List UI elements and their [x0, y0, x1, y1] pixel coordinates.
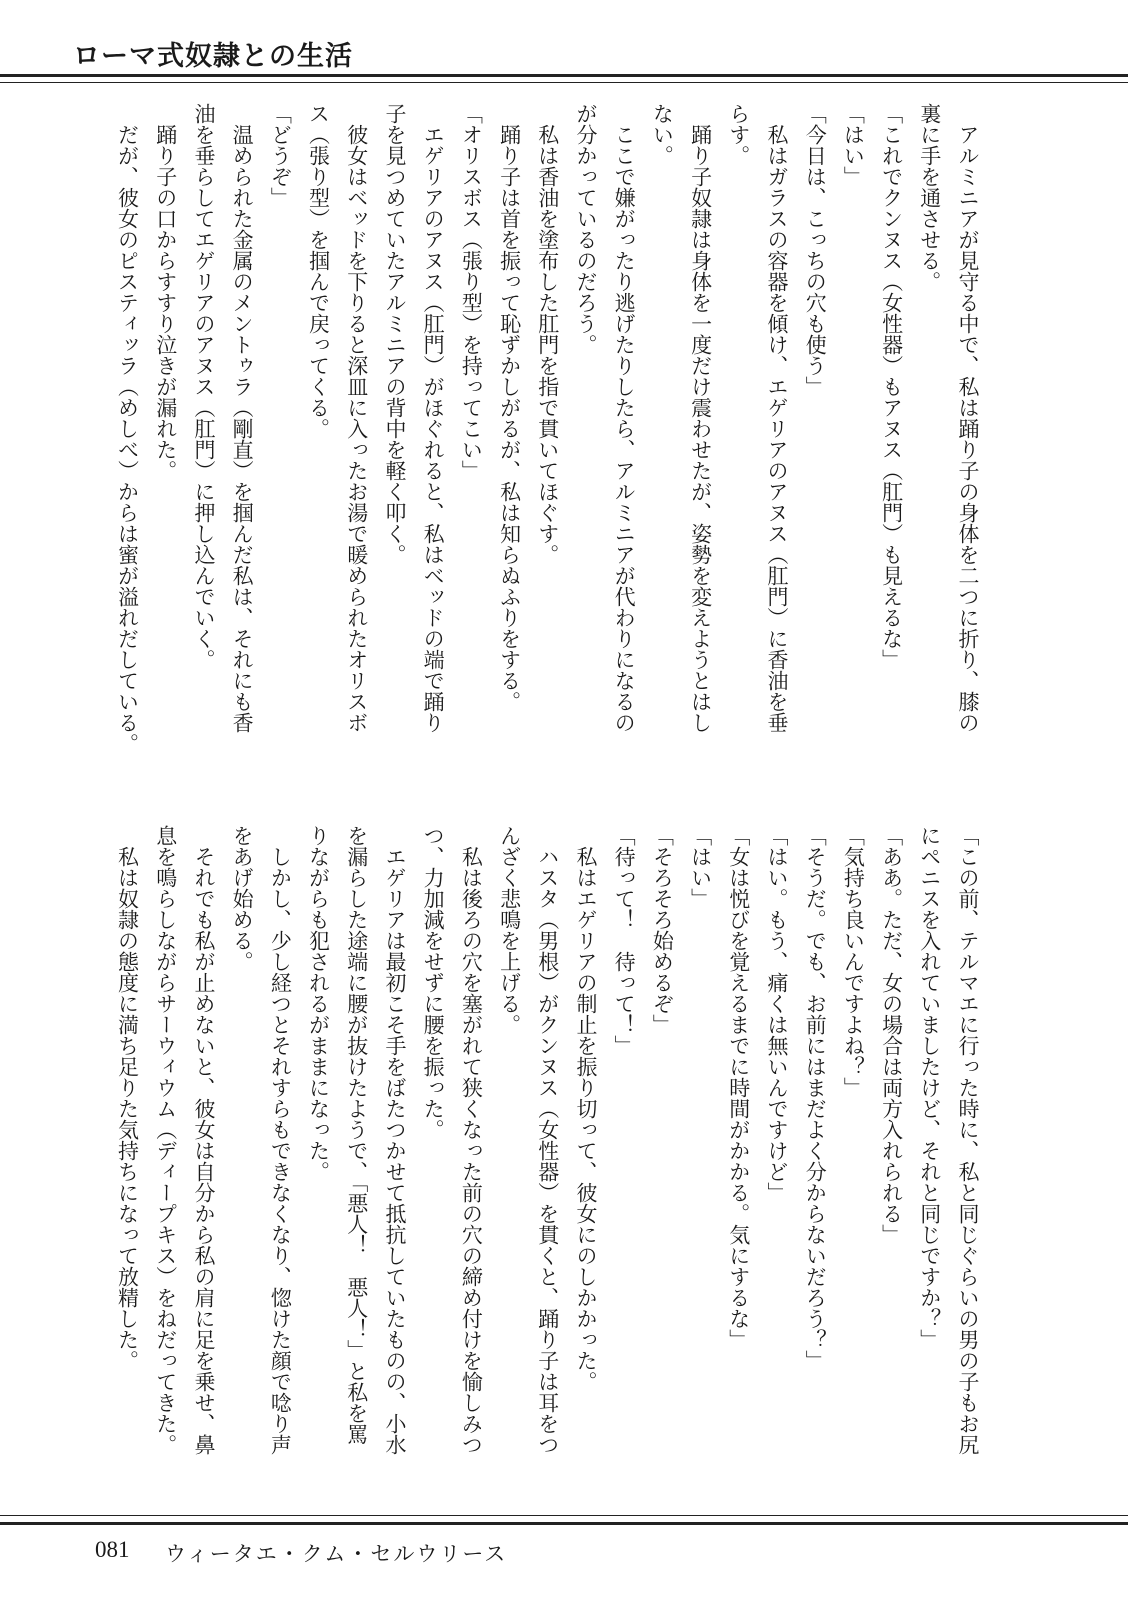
text-line: 私はガラスの容器を傾け、エゲリアのアヌス（肛門）に香油を垂	[764, 124, 789, 733]
text-line: アルミニアが見守る中で、私は踊り子の身体を二つに折り、膝の	[956, 124, 980, 733]
text-line: 子を見つめていたアルミニアの背中を軽く叩く。	[382, 103, 407, 565]
text-line: 踊り子奴隷は身体を一度だけ震わせたが、姿勢を変えようとはし	[688, 124, 713, 733]
dialogue-line: 「ああ。ただ、女の場合は両方入れられる」	[879, 825, 904, 1245]
dialogue-line: 「今日は、こっちの穴も使う」	[803, 103, 828, 397]
header-rule-thin	[0, 82, 1128, 83]
text-line: だが、彼女のピスティッラ（めしべ）からは蜜が溢れだしている。	[115, 124, 140, 754]
text-line: 息を鳴らしながらサーウィウム（ディープキス）をねだってきた。	[153, 825, 178, 1455]
footer-rule-thin	[0, 1515, 1128, 1516]
text-line: らす。	[726, 103, 751, 166]
dialogue-line: 「オリスボス（張り型）を持ってこい」	[459, 103, 484, 481]
text-line: をあげ始める。	[230, 825, 255, 972]
dialogue-line: 「この前、テルマエに行った時に、私と同じぐらいの男の子もお尻	[956, 825, 980, 1455]
dialogue-line: 「そろそろ始めるぞ」	[650, 825, 675, 1035]
text-line: んざく悲鳴を上げる。	[497, 825, 522, 1035]
text-line: 油を垂らしてエゲリアのアヌス（肛門）に押し込んでいく。	[191, 103, 216, 670]
text-line: が分かっているのだろう。	[573, 103, 598, 355]
dialogue-line: 「はい」	[841, 103, 866, 187]
dialogue-line: 「はい。もう、痛くは無いんですけど」	[764, 825, 789, 1203]
body-text-top-block	[108, 103, 987, 754]
dialogue-line: 「女は悦びを覚えるまでに時間がかかる。気にするな」	[726, 825, 751, 1350]
dialogue-line: 「そうだ。でも、お前にはまだよく分からないだろう？」	[803, 825, 828, 1371]
text-line: 彼女はベッドを下りると深皿に入ったお湯で暖められたオリスボ	[344, 124, 369, 733]
text-line: 私は後ろの穴を塞がれて狭くなった前の穴の締め付けを愉しみつ	[459, 846, 484, 1455]
text-line: ない。	[650, 103, 675, 166]
dialogue-line: 「気持ち良いんですよね？」	[841, 825, 866, 1098]
text-line: 踊り子は首を振って恥ずかしがるが、私は知らぬふりをする。	[497, 124, 522, 712]
book-title: ウィータエ・クム・セルウリース	[165, 1542, 508, 1566]
dialogue-line: 「どうぞ」	[268, 103, 293, 208]
header-rule-thick	[0, 74, 1128, 77]
text-line: それでも私が止めないと、彼女は自分から私の肩に足を乗せ、鼻	[191, 846, 216, 1455]
dialogue-line: 「はい」	[688, 825, 713, 909]
dialogue-line: にペニスを入れていましたけど、それと同じですか？」	[917, 825, 942, 1350]
text-line: 私は香油を塗布した肛門を指で貫いてほぐす。	[535, 124, 560, 565]
text-line: ス（張り型）を掴んで戻ってくる。	[306, 103, 331, 439]
text-line: ハスタ（男根）がクンヌス（女性器）を貫くと、踊り子は耳をつ	[535, 846, 560, 1455]
text-line: エゲリアは最初こそ手をばたつかせて抵抗していたものの、小水	[382, 846, 407, 1455]
text-line: エゲリアのアヌス（肛門）がほぐれると、私はベッドの端で踊り	[421, 124, 446, 733]
text-line: 裏に手を通させる。	[917, 103, 942, 292]
text-line: ここで嫌がったり逃げたりしたら、アルミニアが代わりになるの	[612, 124, 637, 733]
text-line: りながらも犯されるがままになった。	[306, 825, 331, 1182]
text-line: つ、力加減をせずに腰を振った。	[421, 825, 446, 1140]
text-line: 温められた金属のメントゥラ（剛直）を掴んだ私は、それにも香	[230, 124, 255, 733]
running-header-title: ローマ式奴隷との生活	[73, 41, 353, 72]
body-text-bottom-block	[108, 825, 987, 1465]
text-line: 私はエゲリアの制止を振り切って、彼女にのしかかった。	[573, 846, 598, 1392]
text-line: 踊り子の口からすすり泣きが漏れた。	[153, 124, 178, 481]
text-line: 私は奴隷の態度に満ち足りた気持ちになって放精した。	[115, 846, 140, 1371]
footer-rule-thick	[0, 1522, 1128, 1525]
dialogue-line: 「これでクンヌス（女性器）もアヌス（肛門）も見えるな」	[879, 103, 904, 670]
text-line: を漏らした途端に腰が抜けたようで、「悪人！ 悪人！」と私を罵	[344, 825, 369, 1445]
page-number: 081	[95, 1537, 130, 1562]
text-line: しかし、少し経つとそれすらもできなくなり、惚けた顔で唸り声	[268, 846, 293, 1455]
dialogue-line: 「待って！ 待って！」	[612, 825, 637, 1056]
